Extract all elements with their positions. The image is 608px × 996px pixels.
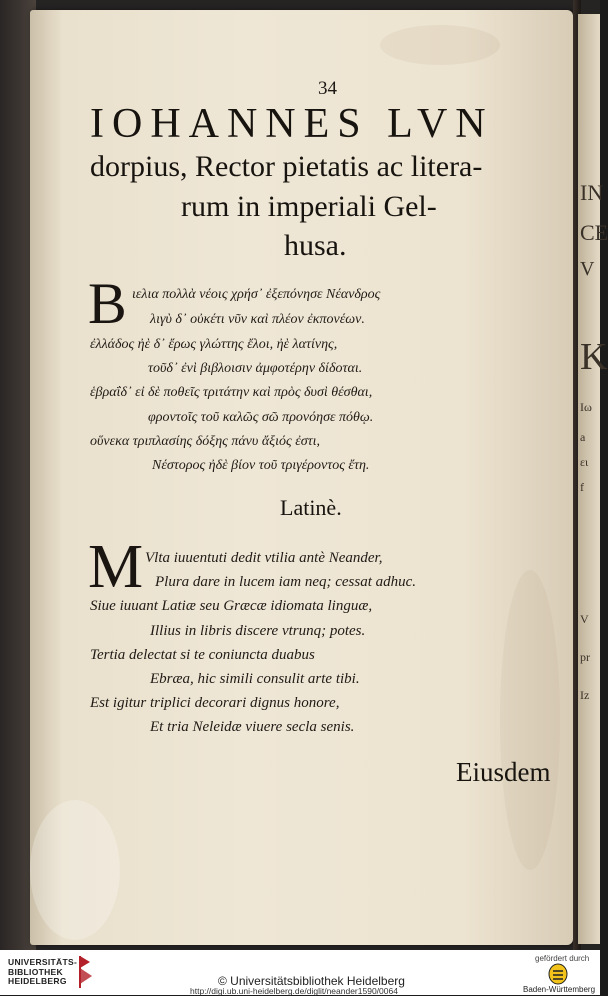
- facing-page-text: pr: [580, 650, 590, 664]
- copyright-text: © Universitätsbibliothek Heidelberg: [218, 974, 405, 988]
- facing-page-text: V: [580, 258, 595, 280]
- logo-line: UNIVERSITÄTS-: [8, 957, 78, 967]
- latin-verse-line: Plura dare in lucem iam neq; cessat adhuc.: [155, 574, 417, 590]
- facing-page-text: Iω: [580, 400, 592, 414]
- greek-verse-line: οὕνεκα τριπλασίης δόξης πάνυ ἄξιός ἐστι,: [90, 434, 321, 449]
- latin-verse-line: Vlta iuuentuti dedit vtilia antè Neander,: [145, 550, 383, 566]
- facing-page-text: V: [580, 612, 589, 626]
- facing-page-edge: [578, 14, 600, 944]
- greek-drop-cap: B: [88, 271, 127, 336]
- logo-line: HEIDELBERG: [8, 976, 67, 986]
- funder-name: Baden-Württemberg: [523, 985, 596, 994]
- greek-verse-line: ιελια πολλὰ νέοις χρήσ᾽ ἐξεπόνησε Νέανδρος: [132, 287, 381, 302]
- title-heading: IOHANNES LVN: [90, 101, 494, 147]
- baden-wuerttemberg-crest-icon: [548, 963, 568, 985]
- library-logo-icon: [76, 954, 96, 990]
- latin-verse-line: Illius in libris discere vtrunq; potes.: [150, 623, 366, 639]
- greek-verse-line: τοῦδ᾽ ἐνὶ βιβλοισιν ἀμφοτέρην δίδοται.: [148, 361, 363, 376]
- library-logo-text: [8, 958, 77, 987]
- latin-verse-line: Est igitur triplici decorari dignus honore,: [90, 695, 340, 711]
- greek-verse-line: ἐλλάδος ἠὲ δ᾽ ἔρως γλώττης ἔλοι, ἠὲ λατίνης,: [90, 337, 338, 352]
- greek-verse-line: Νέστορος ἠδὲ βίον τοῦ τριγέροντος ἔτη.: [152, 458, 370, 473]
- page-number: 34: [318, 78, 337, 99]
- permalink-url[interactable]: http://digi.ub.uni-heidelberg.de/diglit/neander1590/0064: [190, 986, 398, 996]
- latine-heading: Latinè.: [280, 495, 342, 520]
- greek-verse-line: φροντοῖς τοῦ καλῶς σῶ προνόησε πόθῳ.: [148, 410, 374, 425]
- latin-drop-cap: M: [88, 533, 144, 601]
- facing-page-text: a: [580, 430, 586, 444]
- greek-verse-line: λιγὺ δ᾽ οὐκέτι νῦν καὶ πλέον ἐκπονέων.: [150, 312, 365, 327]
- stain-bottom-left: [30, 800, 120, 940]
- facing-page-text: K: [580, 336, 608, 378]
- stain-right: [500, 570, 560, 870]
- facing-page-text: CE: [580, 220, 608, 245]
- facing-page-text: ει: [580, 455, 589, 469]
- latin-verse-line: Et tria Neleidæ viuere secla senis.: [150, 719, 355, 735]
- latin-verse-line: Siue iuuant Latiæ seu Græcæ idiomata linguæ,: [90, 598, 373, 614]
- facing-page-text: f: [580, 480, 584, 494]
- title-line: rum in imperiali Gel-: [181, 190, 437, 223]
- latin-verse-line: Tertia delectat si te coniuncta duabus: [90, 647, 315, 663]
- greek-verse-line: ἑβραΐδ᾽ εἰ δὲ ποθεῖς τριτάτην καὶ πρὸς δυσὶ θέσθαι,: [90, 385, 373, 400]
- title-line: dorpius, Rector pietatis ac litera-: [90, 150, 483, 183]
- title-line: husa.: [284, 229, 347, 262]
- logo-line: BIBLIOTHEK: [8, 966, 63, 977]
- stain-top: [380, 25, 500, 65]
- funded-by-label: gefördert durch: [535, 954, 590, 963]
- catchword: Eiusdem: [456, 757, 551, 787]
- facing-page-text: Iz: [580, 688, 590, 702]
- facing-page-text: IN: [580, 180, 604, 205]
- latin-verse-line: Ebræa, hic simili consulit arte tibi.: [150, 671, 360, 687]
